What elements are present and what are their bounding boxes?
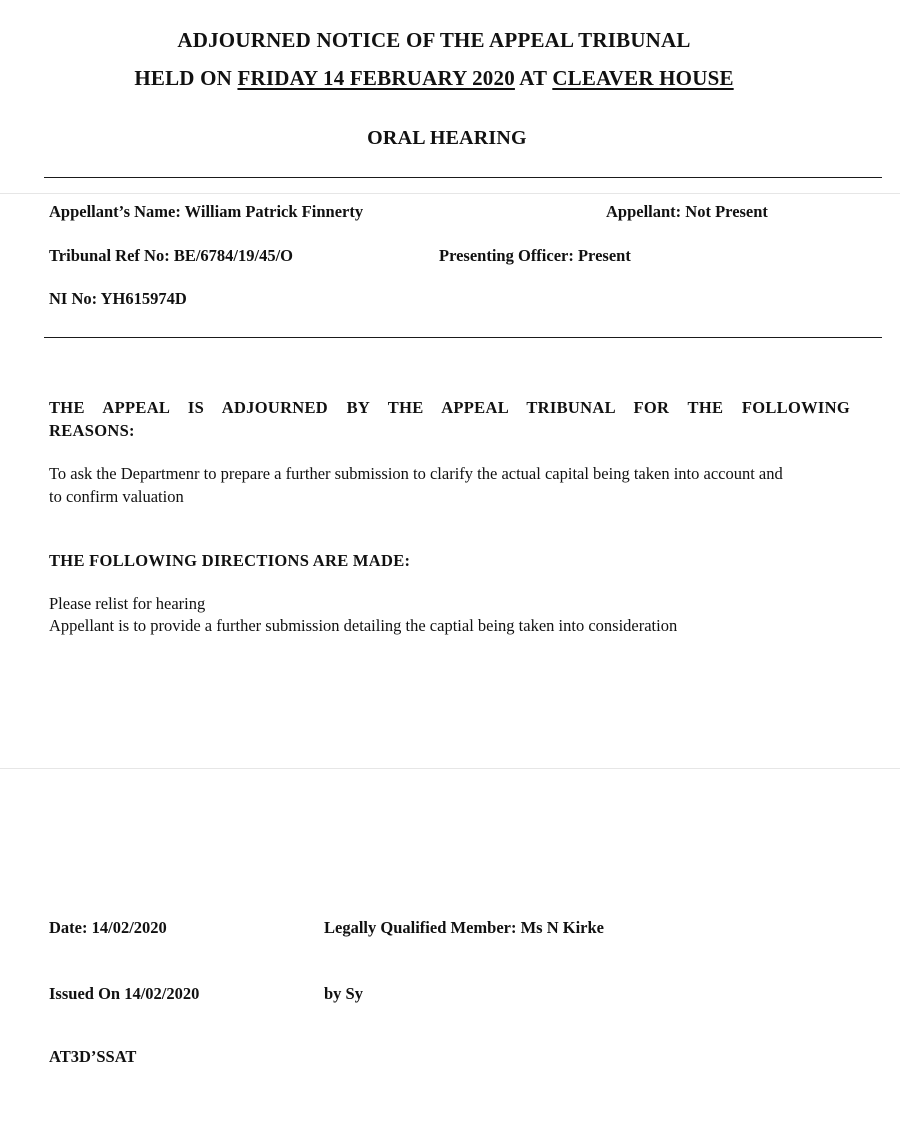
direction-item: Appellant is to provide a further submission detailing the captial being taken into consideration [49,616,678,635]
reasons-heading-cont: REASONS: [49,421,135,440]
presenting-officer: Presenting Officer: Present [439,246,631,265]
reasons-text-cont: to confirm valuation [49,487,184,506]
top-divider [44,177,882,178]
legally-qualified-member: Legally Qualified Member: Ms N Kirke [324,918,604,937]
notice-held-on-line [0,66,868,91]
decision-date: Date: 14/02/2020 [49,918,167,937]
appellant-status: Appellant: Not Present [606,202,768,221]
tribunal-ref: Tribunal Ref No: BE/6784/19/45/O [49,246,294,265]
issued-on: Issued On 14/02/2020 [49,984,200,1003]
scan-fold-line [0,193,900,194]
directions-heading: THE FOLLOWING DIRECTIONS ARE MADE: [49,551,411,570]
notice-title: ADJOURNED NOTICE OF THE APPEAL TRIBUNAL [177,28,691,52]
scan-fold-line [0,768,900,769]
direction-item: Please relist for hearing [49,594,206,613]
reasons-heading: THE APPEAL IS ADJOURNED BY THE APPEAL TRIBUNAL FOR THE FOLLOWING [49,398,850,417]
appellant-name: Appellant’s Name: William Patrick Finnerty [49,202,364,221]
reasons-text: To ask the Departmenr to prepare a further submission to clarify the actual capital being taken into account and [49,464,783,483]
hearing-venue: CLEAVER HOUSE [552,66,734,90]
ni-number: NI No: YH615974D [49,289,187,308]
issued-by: by Sy [324,984,363,1003]
at-label: AT [519,66,547,90]
hearing-date: FRIDAY 14 FEBRUARY 2020 [237,66,515,90]
held-on-label: HELD ON [134,66,232,90]
details-divider [44,337,882,338]
form-code: AT3D’SSAT [49,1047,137,1066]
hearing-type: ORAL HEARING [367,127,527,149]
